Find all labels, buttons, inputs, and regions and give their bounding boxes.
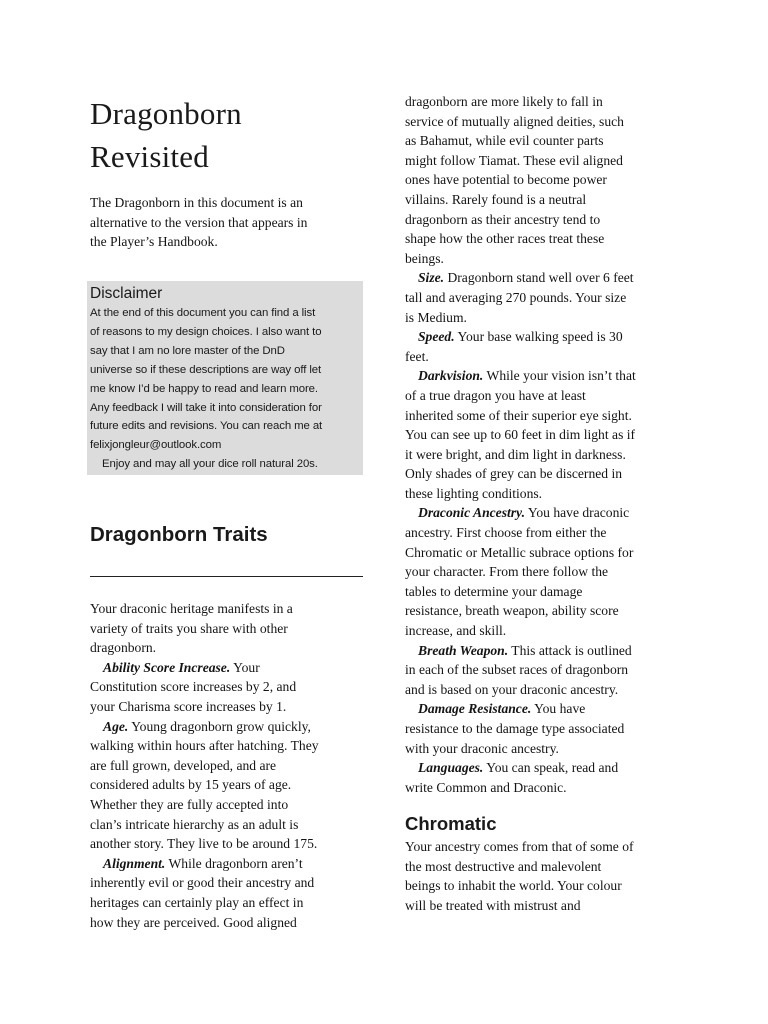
- trait-text: While your vision isn’t that: [483, 368, 636, 384]
- trait-term: Languages.: [418, 760, 484, 776]
- text-line: ones have potential to become power: [405, 172, 607, 188]
- text-line: beings.: [405, 250, 444, 266]
- trait-term: Darkvision.: [418, 368, 484, 384]
- trait-alignment: [90, 854, 362, 874]
- trait-draconic-ancestry: [405, 503, 680, 523]
- page-title: [90, 92, 365, 178]
- text-line: will be treated with mistrust and: [405, 897, 581, 913]
- trait-line: Whether they are fully accepted into: [90, 796, 289, 812]
- intro-line: alternative to the version that appears in: [90, 214, 308, 230]
- chromatic-text: [405, 837, 680, 915]
- trait-term: Breath Weapon.: [418, 642, 509, 658]
- trait-text: You can speak, read and: [483, 760, 619, 776]
- trait-text: This attack is outlined: [508, 642, 632, 658]
- trait-term: Size.: [418, 270, 445, 286]
- trait-line: is Medium.: [405, 309, 467, 325]
- trait-line: it were bright, and dim light in darkness.: [405, 446, 626, 462]
- trait-line: You can see up to 60 feet in dim light as if: [405, 427, 636, 443]
- trait-term: Speed.: [418, 329, 455, 345]
- intro-paragraph: [90, 193, 360, 252]
- section-divider: [90, 576, 363, 577]
- traits-heading: Dragonborn Traits: [90, 523, 268, 546]
- trait-term: Damage Resistance.: [418, 701, 532, 717]
- text-line: as Bahamut, while evil counter parts: [405, 133, 604, 149]
- text-line: Your ancestry comes from that of some of: [405, 839, 634, 854]
- traits-intro-line: dragonborn.: [90, 640, 157, 656]
- trait-line: Only shades of grey can be discerned in: [405, 466, 623, 482]
- trait-line: in each of the subset races of dragonborn: [405, 662, 629, 678]
- text-line: shape how the other races treat these: [405, 231, 605, 247]
- trait-line: write Common and Draconic.: [405, 779, 567, 795]
- trait-line: how they are perceived. Good aligned: [90, 914, 297, 930]
- trait-line: considered adults by 15 years of age.: [90, 777, 292, 793]
- trait-line: clan’s intricate hierarchy as an adult is: [90, 816, 299, 832]
- trait-text: Young dragonborn grow quickly,: [128, 718, 311, 734]
- trait-term: Age.: [103, 718, 129, 734]
- trait-line: resistance to the damage type associated: [405, 721, 625, 736]
- trait-term: Ability Score Increase.: [103, 659, 231, 675]
- trait-line: these lighting conditions.: [405, 485, 543, 501]
- trait-breath-weapon: [405, 641, 680, 661]
- intro-line: The Dragonborn in this document is an: [90, 195, 303, 210]
- trait-line: heritages can certainly play an effect in: [90, 894, 304, 910]
- trait-line: walking within hours after hatching. They: [90, 738, 319, 754]
- trait-term: Alignment.: [103, 855, 166, 871]
- trait-line: with your draconic ancestry.: [405, 740, 559, 756]
- disclaimer-line: Any feedback I will take it into consideration for: [90, 401, 322, 414]
- trait-languages: [405, 758, 680, 778]
- trait-age: [90, 717, 362, 737]
- trait-ability-score: [90, 658, 362, 678]
- trait-line: Constitution score increases by 2, and: [90, 679, 297, 695]
- trait-text: You have draconic: [524, 505, 630, 521]
- trait-line: inherited some of their superior eye sight.: [405, 407, 632, 423]
- trait-text: While dragonborn aren’t: [165, 855, 303, 871]
- title-line-2: Revisited: [90, 139, 209, 174]
- disclaimer-line: future edits and revisions. You can reach me at: [90, 420, 323, 433]
- text-line: dragonborn as their ancestry tend to: [405, 211, 601, 227]
- trait-line: your character. From there follow the: [405, 564, 609, 580]
- trait-line: another story. They live to be around 175.: [90, 836, 318, 852]
- trait-size: [405, 268, 680, 288]
- disclaimer-closing: Enjoy and may all your dice roll natural 20s.: [102, 458, 318, 471]
- trait-line: ancestry. First choose from either the: [405, 525, 607, 541]
- trait-line: your Charisma score increases by 1.: [90, 698, 287, 714]
- disclaimer-line: At the end of this document you can find a list: [90, 307, 316, 319]
- trait-line: of a true dragon you have at least: [405, 387, 586, 403]
- traits-text: [90, 599, 362, 932]
- trait-term: Draconic Ancestry.: [418, 505, 525, 521]
- trait-text: Your: [230, 659, 260, 675]
- chromatic-heading: Chromatic: [405, 813, 497, 834]
- disclaimer-email: felixjongleur@outlook.com: [90, 439, 222, 452]
- trait-line: resistance, breath weapon, ability score: [405, 603, 619, 619]
- disclaimer-heading: Disclaimer: [90, 285, 163, 302]
- right-column-text: [405, 92, 680, 797]
- intro-line: the Player’s Handbook.: [90, 234, 218, 250]
- trait-text: Your base walking speed is 30: [454, 329, 623, 345]
- title-line-1: Dragonborn: [90, 96, 242, 131]
- trait-speed: [405, 327, 680, 347]
- trait-text: You have: [531, 701, 586, 717]
- text-line: might follow Tiamat. These evil aligned: [405, 152, 623, 168]
- trait-line: tall and averaging 270 pounds. Your size: [405, 289, 627, 305]
- disclaimer-line: say that I am no lore master of the DnD: [90, 344, 285, 357]
- text-line: beings to inhabit the world. Your colour: [405, 878, 622, 894]
- trait-text: Dragonborn stand well over 6 feet: [444, 270, 634, 286]
- text-line: dragonborn are more likely to fall in: [405, 94, 603, 109]
- disclaimer-line: me know I’d be happy to read and learn more.: [90, 382, 318, 395]
- text-line: the most destructive and malevolent: [405, 858, 602, 874]
- trait-line: tables to determine your damage: [405, 583, 583, 599]
- trait-line: are full grown, developed, and are: [90, 757, 277, 773]
- trait-damage-resistance: [405, 699, 680, 719]
- trait-line: feet.: [405, 348, 429, 364]
- disclaimer-line: of reasons to my design choices. I also want to: [90, 325, 322, 338]
- traits-intro-line: variety of traits you share with other: [90, 620, 288, 636]
- trait-line: inherently evil or good their ancestry and: [90, 875, 315, 891]
- trait-line: increase, and skill.: [405, 623, 507, 639]
- text-line: villains. Rarely found is a neutral: [405, 191, 587, 207]
- disclaimer-body: [90, 304, 359, 474]
- trait-line: and is based on your draconic ancestry.: [405, 681, 619, 697]
- trait-line: Chromatic or Metallic subrace options for: [405, 544, 634, 560]
- disclaimer-line: universe so if these descriptions are way off let: [90, 363, 322, 376]
- disclaimer-box: [87, 281, 363, 475]
- text-line: service of mutually aligned deities, such: [405, 113, 624, 129]
- trait-darkvision: [405, 366, 680, 386]
- traits-intro-line: Your draconic heritage manifests in a: [90, 601, 293, 616]
